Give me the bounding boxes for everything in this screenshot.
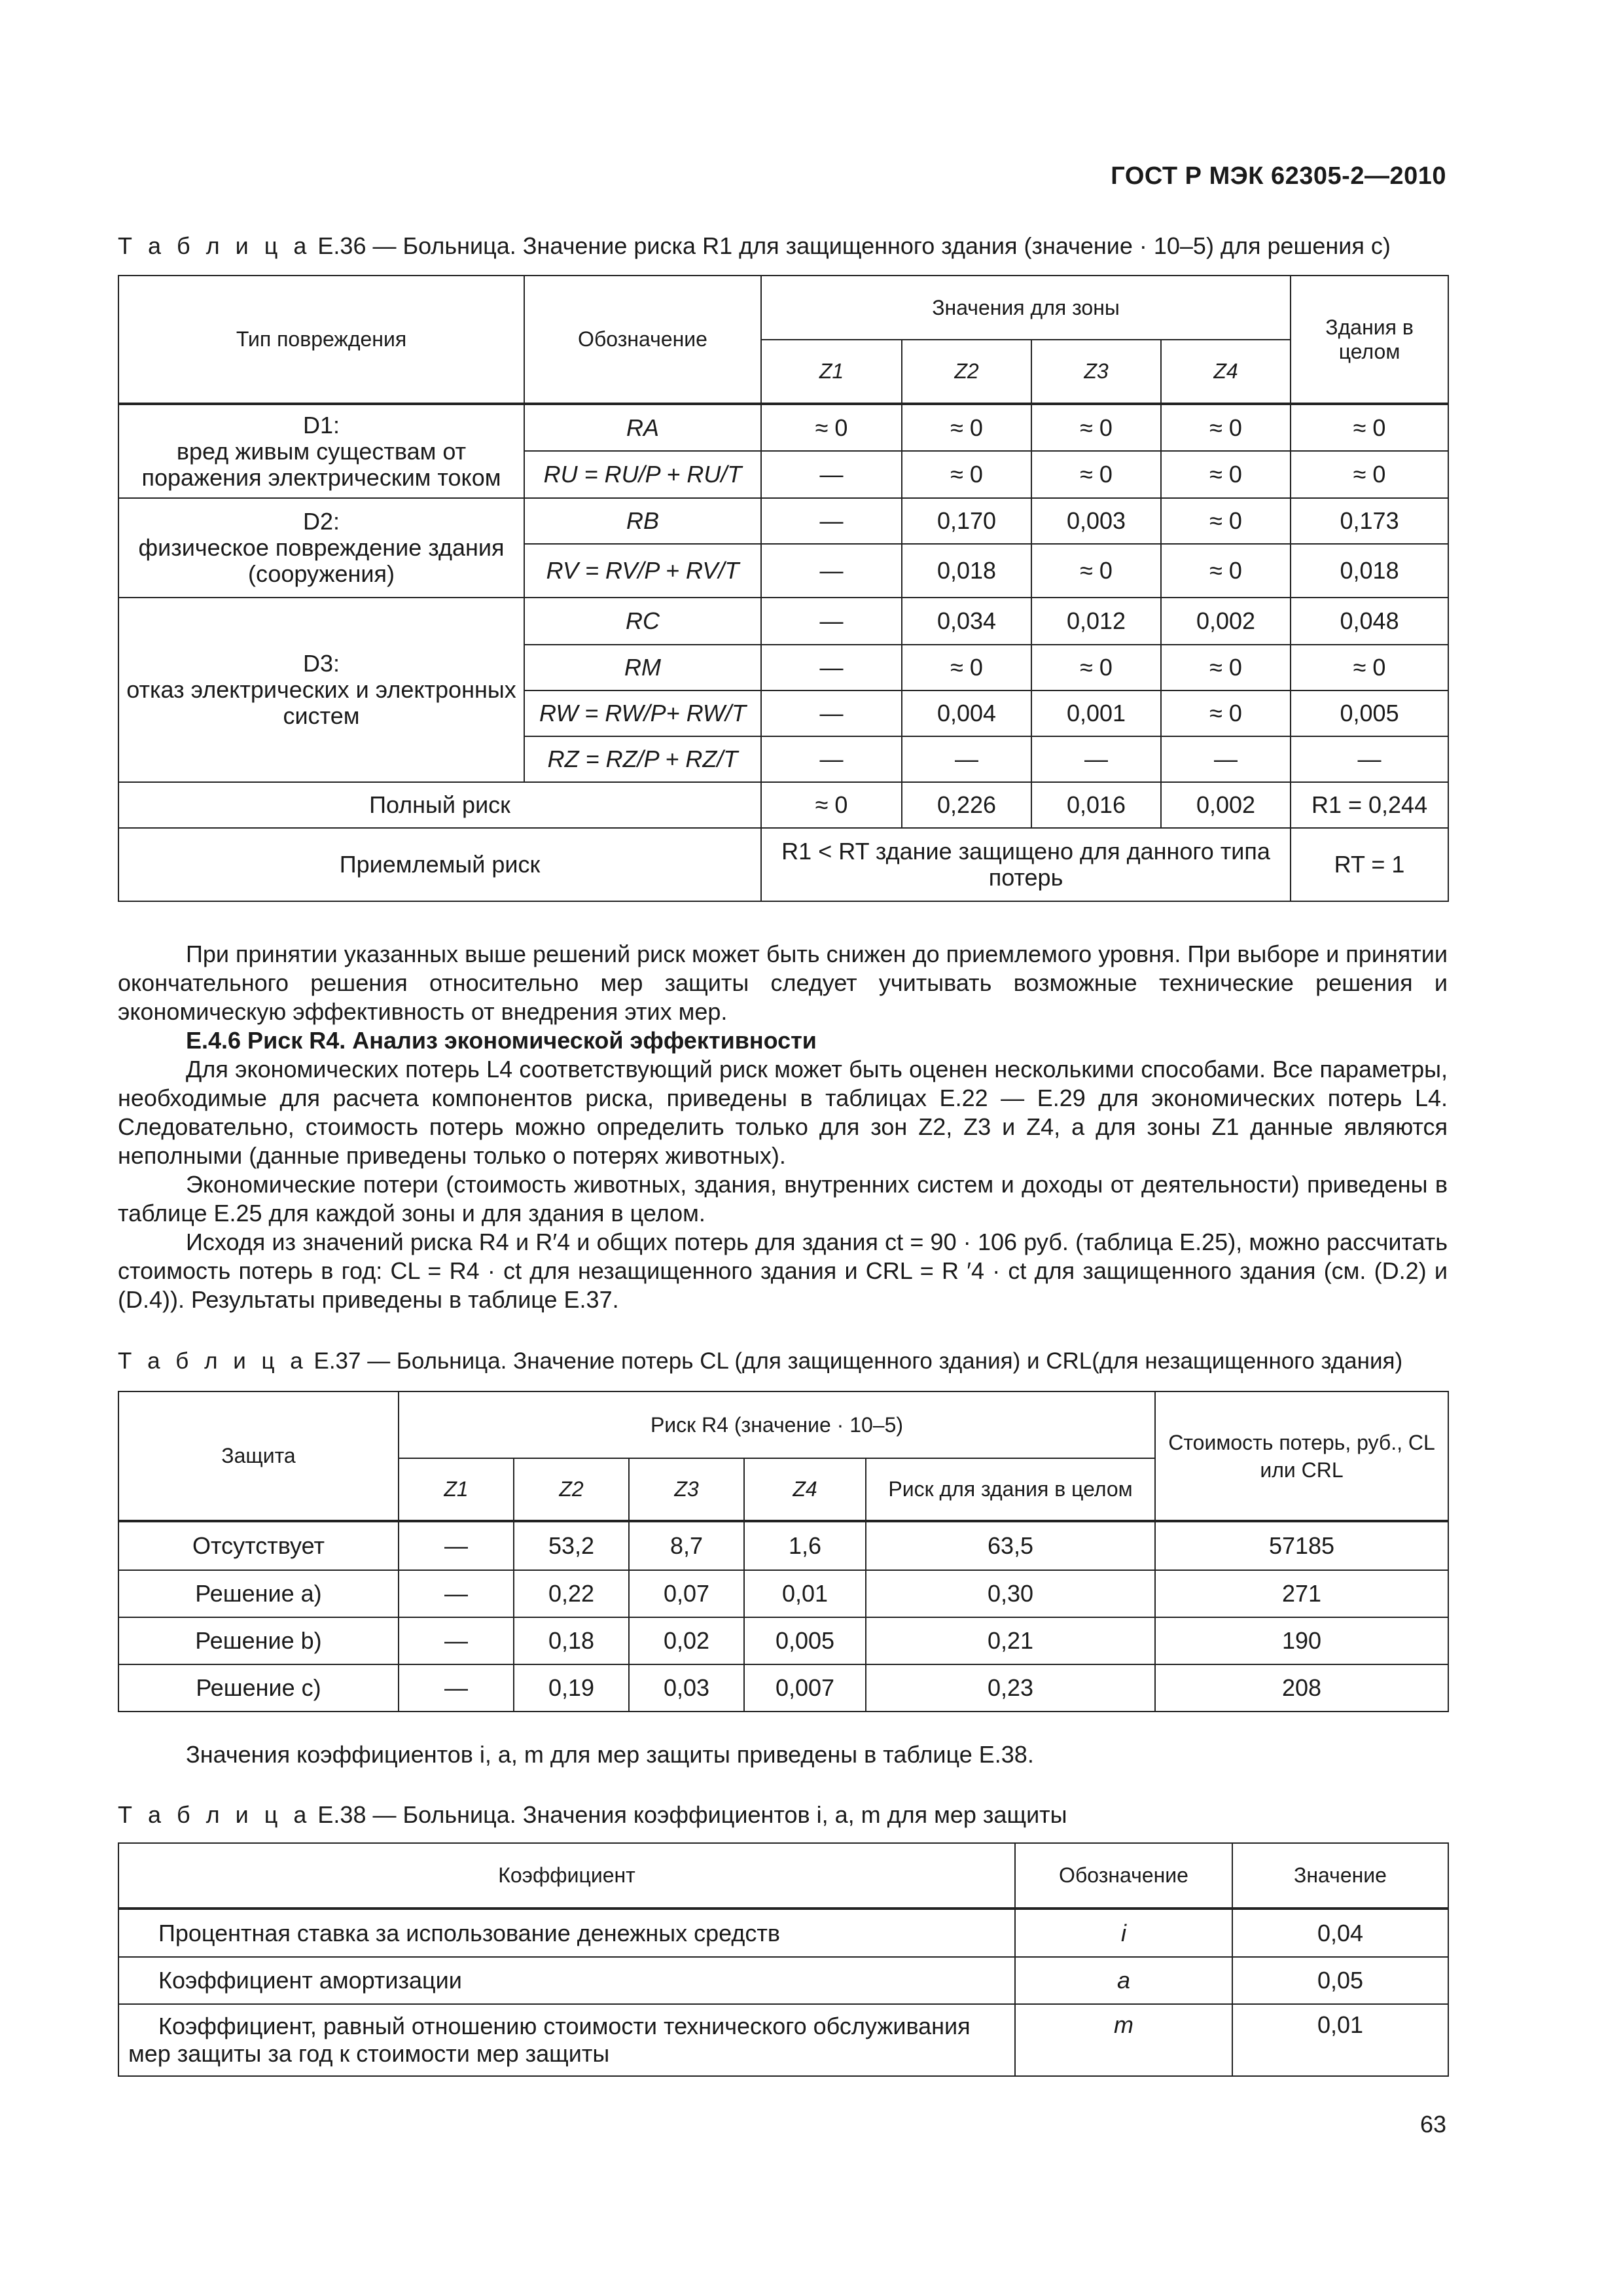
coefficient-value: 0,05 bbox=[1232, 1957, 1448, 2004]
value-cell: 0,07 bbox=[629, 1570, 744, 1617]
table-e37 bbox=[118, 1391, 1449, 1712]
coefficient-symbol: i bbox=[1015, 1909, 1232, 1957]
value-cell: ≈ 0 bbox=[1031, 645, 1161, 691]
value-cell: ≈ 0 bbox=[761, 404, 902, 451]
document-id: ГОСТ Р МЭК 62305-2—2010 bbox=[1111, 162, 1446, 190]
value-cell: — bbox=[1031, 736, 1161, 782]
value-cell: ≈ 0 bbox=[902, 404, 1031, 451]
value-cell: 0,003 bbox=[1031, 498, 1161, 544]
total-r1-value: R1 = 0,244 bbox=[1291, 782, 1448, 828]
header-building-risk: Риск для здания в целом bbox=[866, 1458, 1155, 1521]
header-damage-type: Тип повреждения bbox=[118, 276, 524, 404]
value-cell: 0,034 bbox=[902, 598, 1031, 645]
value-cell: — bbox=[761, 498, 902, 544]
header-coefficient: Коэффициент bbox=[118, 1843, 1015, 1909]
value-cell: 0,226 bbox=[902, 782, 1031, 828]
header-z3: Z3 bbox=[629, 1458, 744, 1521]
value-cell: ≈ 0 bbox=[1031, 544, 1161, 598]
group-d2: D2: физическое повреждение здания (сооружения) bbox=[118, 498, 524, 598]
body-text bbox=[118, 940, 1448, 1314]
header-z1: Z1 bbox=[399, 1458, 514, 1521]
header-symbol: Обозначение bbox=[1015, 1843, 1232, 1909]
value-cell: 63,5 bbox=[866, 1521, 1155, 1570]
value-cell: — bbox=[761, 544, 902, 598]
value-cell: — bbox=[399, 1617, 514, 1664]
value-cell: 0,001 bbox=[1031, 691, 1161, 736]
value-cell: ≈ 0 bbox=[1031, 451, 1161, 498]
value-cell: — bbox=[761, 451, 902, 498]
paragraph: При принятии указанных выше решений риск может быть снижен до приемлемого уровня. При выборе и принятии окончательного решения относительно мер защиты следует учитывать возможные технические решения и экономическую эффективность от внедрения этих мер. bbox=[118, 941, 1448, 1025]
value-cell: ≈ 0 bbox=[1031, 404, 1161, 451]
value-cell: 0,03 bbox=[629, 1664, 744, 1712]
header-zone-values: Значения для зоны bbox=[761, 276, 1291, 340]
acceptable-risk-value: RT = 1 bbox=[1291, 828, 1448, 901]
value-cell: 1,6 bbox=[744, 1521, 866, 1570]
value-cell: ≈ 0 bbox=[1161, 544, 1291, 598]
table38-caption-text: Е.38 — Больница. Значения коэффициентов i, a, m для мер защиты bbox=[317, 1801, 1067, 1828]
value-cell: — bbox=[761, 736, 902, 782]
coefficient-symbol: a bbox=[1015, 1957, 1232, 2004]
value-cell: — bbox=[902, 736, 1031, 782]
section-heading: Е.4.6 Риск R4. Анализ экономической эффективности bbox=[186, 1027, 817, 1054]
row-label: Решение b) bbox=[118, 1617, 399, 1664]
coefficient-value: 0,04 bbox=[1232, 1909, 1448, 1957]
value-cell: ≈ 0 bbox=[1161, 404, 1291, 451]
value-cell: 0,01 bbox=[744, 1570, 866, 1617]
header-z4: Z4 bbox=[744, 1458, 866, 1521]
acceptable-risk-label: Приемлемый риск bbox=[118, 828, 761, 901]
header-z2: Z2 bbox=[514, 1458, 629, 1521]
coefficient-name: Коэффициент, равный отношению стоимости технического обслуживания мер защиты за год к стоимости мер защиты bbox=[118, 2004, 1015, 2076]
coefficient-name: Коэффициент амортизации bbox=[118, 1957, 1015, 2004]
paragraph: Для экономических потерь L4 соответствующий риск может быть оценен несколькими способами. Все параметры, необходимые для расчета компонентов риска, приведены в таблицах Е.22 — Е.29 для экономических потерь L4. Следовательно, стоимость потерь можно определить только для зон Z2, Z3 и Z4, а для зоны Z1 данные являются неполными (данные приведены только о потерях животных). bbox=[118, 1056, 1448, 1169]
header-symbol: Обозначение bbox=[524, 276, 761, 404]
value-cell: — bbox=[761, 645, 902, 691]
value-cell: 0,007 bbox=[744, 1664, 866, 1712]
value-cell: ≈ 0 bbox=[902, 645, 1031, 691]
value-cell: — bbox=[399, 1664, 514, 1712]
table36-label: Т а б л и ц а bbox=[118, 232, 312, 259]
total-risk-label: Полный риск bbox=[118, 782, 761, 828]
coefficient-name: Процентная ставка за использование денежных средств bbox=[118, 1909, 1015, 1957]
group-d1: D1: вред живым существам от поражения электрическим током bbox=[118, 404, 524, 498]
symbol-cell: RU = RU/P + RU/T bbox=[524, 451, 761, 498]
value-cell: ≈ 0 bbox=[1161, 451, 1291, 498]
header-loss-cost: Стоимость потерь, руб., CL или CRL bbox=[1155, 1391, 1448, 1521]
symbol-cell: RW = RW/P+ RW/T bbox=[524, 691, 761, 736]
group-d3: D3: отказ электрических и электронных систем bbox=[118, 598, 524, 782]
value-cell: 57185 bbox=[1155, 1521, 1448, 1570]
row-label: Решение с) bbox=[118, 1664, 399, 1712]
value-cell: — bbox=[399, 1521, 514, 1570]
table37-label: Т а б л и ц а bbox=[118, 1348, 308, 1374]
header-z3: Z3 bbox=[1031, 340, 1161, 404]
value-cell: 0,21 bbox=[866, 1617, 1155, 1664]
value-cell: 0,19 bbox=[514, 1664, 629, 1712]
value-cell: ≈ 0 bbox=[1291, 645, 1448, 691]
table36-caption-text: Е.36 — Больница. Значение риска R1 для защищенного здания (значение · 10–5) для решения с) bbox=[317, 232, 1391, 259]
table37-caption-text: Е.37 — Больница. Значение потерь CL (для защищенного здания) и CRL(для незащищенного здания) bbox=[313, 1348, 1403, 1374]
value-cell: ≈ 0 bbox=[1161, 691, 1291, 736]
symbol-cell: RC bbox=[524, 598, 761, 645]
table-e38 bbox=[118, 1842, 1449, 2077]
symbol-cell: RM bbox=[524, 645, 761, 691]
page-number: 63 bbox=[1419, 2111, 1446, 2138]
coefficients-note: Значения коэффициентов i, a, m для мер защиты приведены в таблице Е.38. bbox=[186, 1741, 1034, 1768]
value-cell: 0,170 bbox=[902, 498, 1031, 544]
value-cell: 0,005 bbox=[744, 1617, 866, 1664]
value-cell: 0,22 bbox=[514, 1570, 629, 1617]
row-label: Решение а) bbox=[118, 1570, 399, 1617]
value-cell: — bbox=[1291, 736, 1448, 782]
row-label: Отсутствует bbox=[118, 1521, 399, 1570]
acceptable-risk-text: R1 < RT здание защищено для данного типа потерь bbox=[761, 828, 1291, 901]
value-cell: ≈ 0 bbox=[1291, 451, 1448, 498]
value-cell: 0,002 bbox=[1161, 598, 1291, 645]
value-cell: 0,012 bbox=[1031, 598, 1161, 645]
value-cell: 0,23 bbox=[866, 1664, 1155, 1712]
header-protection: Защита bbox=[118, 1391, 399, 1521]
value-cell: 0,173 bbox=[1291, 498, 1448, 544]
header-value: Значение bbox=[1232, 1843, 1448, 1909]
value-cell: 208 bbox=[1155, 1664, 1448, 1712]
value-cell: 190 bbox=[1155, 1617, 1448, 1664]
value-cell: 0,018 bbox=[902, 544, 1031, 598]
header-z1: Z1 bbox=[761, 340, 902, 404]
symbol-cell: RB bbox=[524, 498, 761, 544]
header-z4: Z4 bbox=[1161, 340, 1291, 404]
value-cell: 53,2 bbox=[514, 1521, 629, 1570]
coefficient-symbol: m bbox=[1015, 2004, 1232, 2076]
value-cell: — bbox=[761, 691, 902, 736]
value-cell: ≈ 0 bbox=[1161, 645, 1291, 691]
paragraph: Экономические потери (стоимость животных, здания, внутренних систем и доходы от деятельности) приведены в таблице Е.25 для каждой зоны и для здания в целом. bbox=[118, 1171, 1448, 1227]
header-z2: Z2 bbox=[902, 340, 1031, 404]
table-e36 bbox=[118, 275, 1449, 902]
value-cell: 0,048 bbox=[1291, 598, 1448, 645]
value-cell: 0,002 bbox=[1161, 782, 1291, 828]
value-cell: ≈ 0 bbox=[1161, 498, 1291, 544]
table38-caption bbox=[118, 1801, 1067, 1829]
symbol-cell: RV = RV/P + RV/T bbox=[524, 544, 761, 598]
value-cell: ≈ 0 bbox=[902, 451, 1031, 498]
value-cell: — bbox=[1161, 736, 1291, 782]
value-cell: 8,7 bbox=[629, 1521, 744, 1570]
value-cell: 271 bbox=[1155, 1570, 1448, 1617]
value-cell: 0,018 bbox=[1291, 544, 1448, 598]
value-cell: 0,30 bbox=[866, 1570, 1155, 1617]
value-cell: 0,016 bbox=[1031, 782, 1161, 828]
value-cell: ≈ 0 bbox=[761, 782, 902, 828]
table37-caption bbox=[118, 1348, 1402, 1374]
coefficient-value: 0,01 bbox=[1232, 2004, 1448, 2076]
value-cell: 0,18 bbox=[514, 1617, 629, 1664]
symbol-cell: RZ = RZ/P + RZ/T bbox=[524, 736, 761, 782]
value-cell: 0,02 bbox=[629, 1617, 744, 1664]
value-cell: 0,004 bbox=[902, 691, 1031, 736]
header-risk-r4: Риск R4 (значение · 10–5) bbox=[399, 1391, 1155, 1458]
value-cell: — bbox=[399, 1570, 514, 1617]
table36-caption bbox=[118, 232, 1391, 260]
table38-label: Т а б л и ц а bbox=[118, 1801, 312, 1828]
value-cell: 0,005 bbox=[1291, 691, 1448, 736]
symbol-cell: RA bbox=[524, 404, 761, 451]
value-cell: ≈ 0 bbox=[1291, 404, 1448, 451]
header-building: Здания в целом bbox=[1291, 276, 1448, 404]
paragraph: Исходя из значений риска R4 и R′4 и общих потерь для здания ct = 90 · 106 руб. (таблица Е.25), можно рассчитать стоимость потерь в год: CL = R4 · ct для незащищенного здания и CRL = R ′4 · ct для защищенного здания (см. (D.2) и (D.4)). Результаты приведены в таблице Е.37. bbox=[118, 1229, 1448, 1313]
value-cell: — bbox=[761, 598, 902, 645]
